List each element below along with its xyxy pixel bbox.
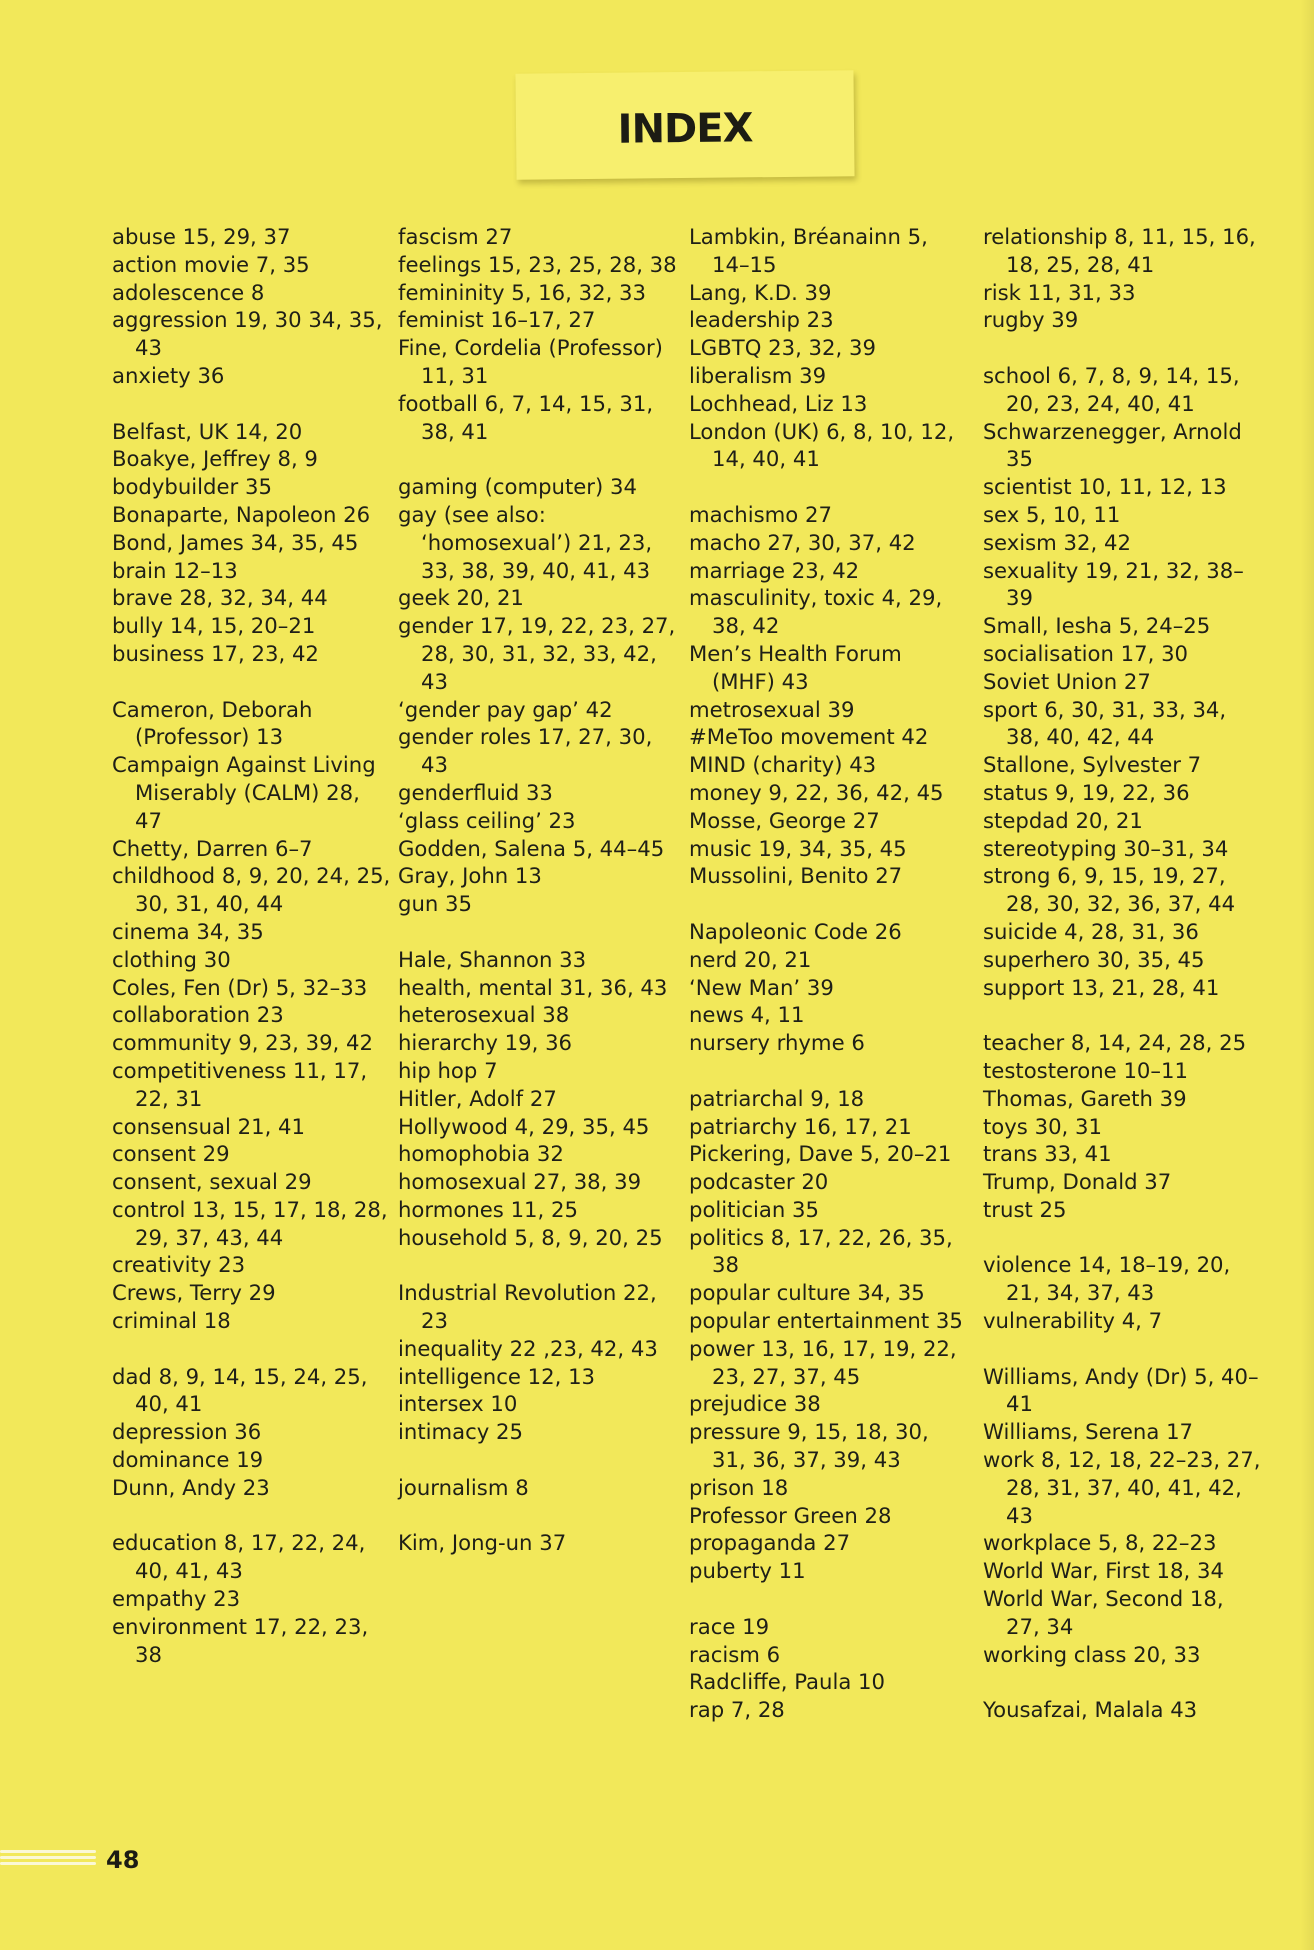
- index-entry: news 4, 11: [689, 1002, 805, 1028]
- index-entry: sport 6, 30, 31, 33, 34, 38, 40, 42, 44: [983, 696, 1227, 750]
- index-entry: socialisation 17, 30: [983, 640, 1189, 666]
- index-entry: Bonaparte, Napoleon 26: [112, 501, 371, 527]
- index-entry: feminist 16–17, 27: [398, 307, 596, 333]
- index-entry: consent, sexual 29: [112, 1169, 312, 1195]
- page-number: 48: [106, 1846, 140, 1874]
- index-entry: patriarchal 9, 18: [689, 1085, 865, 1111]
- index-entry: Industrial Revolution 22, 23: [398, 1280, 657, 1334]
- index-entry: brain 12–13: [112, 557, 238, 583]
- page-title: INDEX: [617, 105, 753, 153]
- index-entry: race 19: [689, 1613, 770, 1639]
- index-entry: Trump, Donald 37: [983, 1169, 1172, 1195]
- index-column-1: [112, 223, 392, 1668]
- index-entry: anxiety 36: [112, 362, 225, 388]
- index-entry: Mussolini, Benito 27: [689, 863, 903, 889]
- index-entry: work 8, 12, 18, 22–23, 27, 28, 31, 37, 40, 41, 42, 43: [983, 1447, 1261, 1528]
- index-entry: intersex 10: [398, 1391, 518, 1417]
- index-entry: Mosse, George 27: [689, 807, 880, 833]
- index-entry: Campaign Against Living Miserably (CALM) 28, 47: [112, 752, 376, 833]
- index-entry: vulnerability 4, 7: [983, 1308, 1163, 1334]
- index-entry: competitiveness 11, 17, 22, 31: [112, 1057, 368, 1111]
- index-entry: health, mental 31, 36, 43: [398, 974, 668, 1000]
- index-entry: hormones 11, 25: [398, 1196, 578, 1222]
- page-edge-shadow: [1300, 0, 1314, 1950]
- index-entry: sexuality 19, 21, 32, 38–39: [983, 557, 1244, 611]
- index-entry: Chetty, Darren 6–7: [112, 835, 313, 861]
- index-entry: World War, First 18, 34: [983, 1558, 1224, 1584]
- folio-decoration: [0, 1850, 96, 1870]
- index-entry: consensual 21, 41: [112, 1113, 306, 1139]
- index-entry: Dunn, Andy 23: [112, 1474, 270, 1500]
- index-entry: Godden, Salena 5, 44–45: [398, 835, 665, 861]
- index-entry: strong 6, 9, 15, 19, 27, 28, 30, 32, 36, 37, 44: [983, 863, 1236, 917]
- index-column-3: [689, 223, 969, 1724]
- index-entry: Belfast, UK 14, 20: [112, 418, 303, 444]
- index-entry: business 17, 23, 42: [112, 640, 319, 666]
- index-entry: Kim, Jong-un 37: [398, 1530, 567, 1556]
- index-entry: podcaster 20: [689, 1169, 829, 1195]
- index-entry: homosexual 27, 38, 39: [398, 1169, 642, 1195]
- index-entry: marriage 23, 42: [689, 557, 860, 583]
- index-entry: teacher 8, 14, 24, 28, 25: [983, 1030, 1247, 1056]
- index-entry: support 13, 21, 28, 41: [983, 974, 1220, 1000]
- index-entry: bully 14, 15, 20–21: [112, 613, 316, 639]
- index-entry: Boakye, Jeffrey 8, 9: [112, 446, 318, 472]
- index-entry: nursery rhyme 6: [689, 1030, 865, 1056]
- index-entry: Professor Green 28: [689, 1502, 892, 1528]
- index-title-tab: [515, 70, 854, 180]
- index-entry: machismo 27: [689, 501, 832, 527]
- index-entry: metrosexual 39: [689, 696, 855, 722]
- index-entry: nerd 20, 21: [689, 946, 812, 972]
- index-entry: abuse 15, 29, 37: [112, 224, 291, 249]
- index-entry: liberalism 39: [689, 362, 827, 388]
- index-entry: ‘New Man’ 39: [689, 974, 834, 1000]
- index-entry: sexism 32, 42: [983, 529, 1131, 555]
- index-entry: Pickering, Dave 5, 20–21: [689, 1141, 952, 1167]
- index-entry: Williams, Serena 17: [983, 1419, 1194, 1445]
- index-entry: Soviet Union 27: [983, 668, 1151, 694]
- index-entry: Coles, Fen (Dr) 5, 32–33: [112, 974, 368, 1000]
- index-column-4: [983, 223, 1263, 1724]
- index-entry: criminal 18: [112, 1308, 231, 1334]
- index-entry: action movie 7, 35: [112, 251, 310, 277]
- index-entry: Gray, John 13: [398, 863, 542, 889]
- index-entry: control 13, 15, 17, 18, 28, 29, 37, 43, 44: [112, 1196, 388, 1250]
- index-entry: music 19, 34, 35, 45: [689, 835, 907, 861]
- index-entry: puberty 11: [689, 1558, 806, 1584]
- index-entry: stereotyping 30–31, 34: [983, 835, 1229, 861]
- index-entry: masculinity, toxic 4, 29, 38, 42: [689, 585, 943, 639]
- index-entry: rugby 39: [983, 307, 1079, 333]
- index-entry: Cameron, Deborah (Professor) 13: [112, 696, 313, 750]
- index-entry: popular culture 34, 35: [689, 1280, 925, 1306]
- index-entry: childhood 8, 9, 20, 24, 25, 30, 31, 40, 44: [112, 863, 391, 917]
- index-column-2: [398, 223, 678, 1557]
- index-entry: Thomas, Gareth 39: [983, 1085, 1187, 1111]
- index-entry: trans 33, 41: [983, 1141, 1112, 1167]
- index-entry: household 5, 8, 9, 20, 25: [398, 1224, 663, 1250]
- index-entry: ‘glass ceiling’ 23: [398, 807, 576, 833]
- index-entry: femininity 5, 16, 32, 33: [398, 279, 647, 305]
- index-entry: dad 8, 9, 14, 15, 24, 25, 40, 41: [112, 1363, 368, 1417]
- index-entry: MIND (charity) 43: [689, 752, 877, 778]
- index-entry: politics 8, 17, 22, 26, 35, 38: [689, 1224, 953, 1278]
- index-entry: empathy 23: [112, 1586, 241, 1612]
- index-entry: #MeToo movement 42: [689, 724, 929, 750]
- index-entry: stepdad 20, 21: [983, 807, 1143, 833]
- index-entry: sex 5, 10, 11: [983, 501, 1121, 527]
- index-entry: dominance 19: [112, 1447, 264, 1473]
- index-entry: trust 25: [983, 1196, 1067, 1222]
- index-entry: London (UK) 6, 8, 10, 12, 14, 40, 41: [689, 418, 955, 472]
- index-entry: Schwarzenegger, Arnold 35: [983, 418, 1242, 472]
- index-entry: Lochhead, Liz 13: [689, 390, 868, 416]
- index-entry: scientist 10, 11, 12, 13: [983, 474, 1227, 500]
- index-entry: Men’s Health Forum (MHF) 43: [689, 640, 902, 694]
- index-entry: prejudice 38: [689, 1391, 821, 1417]
- index-entry: prison 18: [689, 1474, 789, 1500]
- index-entry: Lang, K.D. 39: [689, 279, 832, 305]
- index-entry: bodybuilder 35: [112, 474, 272, 500]
- index-entry: consent 29: [112, 1141, 230, 1167]
- index-entry: superhero 30, 35, 45: [983, 946, 1205, 972]
- index-entry: propaganda 27: [689, 1530, 851, 1556]
- index-entry: education 8, 17, 22, 24, 40, 41, 43: [112, 1530, 366, 1584]
- index-entry: Napoleonic Code 26: [689, 918, 902, 944]
- index-entry: school 6, 7, 8, 9, 14, 15, 20, 23, 24, 40, 41: [983, 362, 1240, 416]
- index-entry: LGBTQ 23, 32, 39: [689, 335, 876, 361]
- index-entry: Stallone, Sylvester 7: [983, 752, 1202, 778]
- index-entry: aggression 19, 30 34, 35, 43: [112, 307, 383, 361]
- index-entry: macho 27, 30, 37, 42: [689, 529, 916, 555]
- index-entry: Fine, Cordelia (Professor) 11, 31: [398, 335, 663, 388]
- index-entry: feelings 15, 23, 25, 28, 38: [398, 251, 677, 277]
- index-entry: hierarchy 19, 36: [398, 1030, 573, 1056]
- index-entry: ‘gender pay gap’ 42: [398, 696, 613, 722]
- index-entry: football 6, 7, 14, 15, 31, 38, 41: [398, 390, 654, 444]
- index-entry: fascism 27: [398, 224, 513, 249]
- index-entry: popular entertainment 35: [689, 1308, 963, 1334]
- index-entry: racism 6: [689, 1641, 781, 1667]
- index-entry: risk 11, 31, 33: [983, 279, 1136, 305]
- index-entry: working class 20, 33: [983, 1641, 1201, 1667]
- index-entry: gender 17, 19, 22, 23, 27, 28, 30, 31, 32, 33, 42, 43: [398, 613, 676, 694]
- index-entry: testosterone 10–11: [983, 1057, 1188, 1083]
- index-entry: Bond, James 34, 35, 45: [112, 529, 359, 555]
- index-entry: cinema 34, 35: [112, 918, 264, 944]
- index-entry: status 9, 19, 22, 36: [983, 779, 1190, 805]
- index-entry: violence 14, 18–19, 20, 21, 34, 37, 43: [983, 1252, 1231, 1306]
- index-entry: World War, Second 18, 27, 34: [983, 1586, 1224, 1639]
- index-entry: adolescence 8: [112, 279, 265, 305]
- index-entry: homophobia 32: [398, 1141, 564, 1167]
- index-entry: gender roles 17, 27, 30, 43: [398, 724, 653, 778]
- index-entry: clothing 30: [112, 946, 231, 972]
- index-entry: Crews, Terry 29: [112, 1280, 276, 1306]
- index-entry: workplace 5, 8, 22–23: [983, 1530, 1217, 1556]
- index-entry: genderfluid 33: [398, 779, 553, 805]
- index-entry: creativity 23: [112, 1252, 246, 1278]
- index-entry: journalism 8: [398, 1474, 529, 1500]
- index-entry: community 9, 23, 39, 42: [112, 1030, 373, 1056]
- index-entry: money 9, 22, 36, 42, 45: [689, 779, 944, 805]
- index-entry: inequality 22 ,23, 42, 43: [398, 1335, 658, 1361]
- index-entry: hip hop 7: [398, 1057, 498, 1083]
- index-entry: relationship 8, 11, 15, 16, 18, 25, 28, 41: [983, 224, 1256, 277]
- index-entry: suicide 4, 28, 31, 36: [983, 918, 1199, 944]
- index-entry: geek 20, 21: [398, 585, 524, 611]
- index-entry: gay (see also: ‘homosexual’) 21, 23, 33, 38, 39, 40, 41, 43: [398, 501, 653, 583]
- index-entry: Hale, Shannon 33: [398, 946, 587, 972]
- index-entry: power 13, 16, 17, 19, 22, 23, 27, 37, 45: [689, 1335, 957, 1389]
- index-entry: leadership 23: [689, 307, 834, 333]
- index-entry: rap 7, 28: [689, 1697, 785, 1723]
- index-entry: heterosexual 38: [398, 1002, 570, 1028]
- index-entry: Hitler, Adolf 27: [398, 1085, 557, 1111]
- index-entry: politician 35: [689, 1196, 820, 1222]
- index-entry: depression 36: [112, 1419, 262, 1445]
- index-entry: gaming (computer) 34: [398, 474, 637, 500]
- index-entry: intelligence 12, 13: [398, 1363, 596, 1389]
- index-entry: Hollywood 4, 29, 35, 45: [398, 1113, 650, 1139]
- index-entry: Lambkin, Bréanainn 5, 14–15: [689, 224, 928, 277]
- index-entry: Yousafzai, Malala 43: [983, 1697, 1198, 1723]
- index-entry: gun 35: [398, 891, 473, 917]
- index-entry: Radcliffe, Paula 10: [689, 1669, 886, 1695]
- index-entry: toys 30, 31: [983, 1113, 1102, 1139]
- index-entry: intimacy 25: [398, 1419, 524, 1445]
- index-entry: brave 28, 32, 34, 44: [112, 585, 328, 611]
- index-entry: patriarchy 16, 17, 21: [689, 1113, 912, 1139]
- index-entry: pressure 9, 15, 18, 30, 31, 36, 37, 39, 43: [689, 1419, 929, 1473]
- index-entry: Small, Iesha 5, 24–25: [983, 613, 1211, 639]
- index-entry: Williams, Andy (Dr) 5, 40–41: [983, 1363, 1259, 1417]
- index-entry: collaboration 23: [112, 1002, 284, 1028]
- index-entry: environment 17, 22, 23, 38: [112, 1613, 369, 1667]
